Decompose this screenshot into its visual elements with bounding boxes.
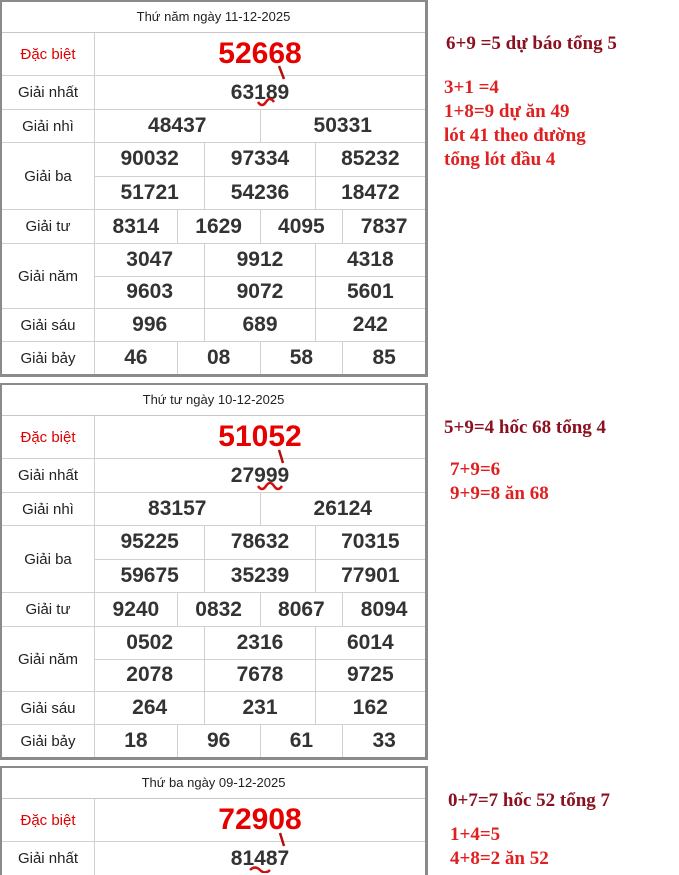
prediction-note <box>450 458 549 506</box>
prize-label: Giải bảy <box>2 342 95 374</box>
prize-label: Giải nhì <box>2 110 95 142</box>
prize-number: 97334 <box>204 143 314 176</box>
prediction-note <box>448 789 610 813</box>
prize-label: Giải bảy <box>2 725 95 757</box>
prize-number: 8094 <box>342 593 425 626</box>
prize-number: 996 <box>132 313 168 336</box>
prize-number: 0832 <box>177 593 260 626</box>
prize-number: 59675 <box>120 563 179 587</box>
prize-number: 2316 <box>204 627 314 659</box>
prize-number: 85 <box>342 342 425 374</box>
prize-number: 242 <box>315 309 425 341</box>
prediction-note <box>446 32 617 56</box>
prize-number: 7678 <box>204 660 314 692</box>
note-line: 6+9 =5 dự báo tổng 5 <box>446 33 617 54</box>
prize-label: Giải ba <box>2 526 95 592</box>
prize-number: 18 <box>124 729 148 752</box>
result-table <box>0 766 428 875</box>
prize-number: 4318 <box>315 244 425 276</box>
prize-label: Giải năm <box>2 244 95 308</box>
prize-label: Đặc biệt <box>2 416 95 458</box>
prize-number: 5601 <box>315 277 425 309</box>
prize-number: 27999 <box>230 463 290 487</box>
prediction-note <box>450 823 549 871</box>
prize-row <box>2 692 425 725</box>
prize-number: 18472 <box>315 177 425 210</box>
prize-number: 95225 <box>120 530 179 554</box>
prize-number: 1629 <box>177 210 260 243</box>
prize-row <box>2 342 425 374</box>
note-line: 9+9=8 ăn 68 <box>450 483 549 504</box>
prize-row <box>2 143 425 210</box>
result-table <box>0 383 428 760</box>
prize-label: Đặc biệt <box>2 33 95 75</box>
prediction-note <box>444 76 586 172</box>
prize-number: 9603 <box>126 280 174 304</box>
draw-date-header: Thứ ba ngày 09-12-2025 <box>2 768 425 799</box>
prize-row <box>2 76 425 110</box>
prize-row <box>2 459 425 493</box>
prize-number: 3047 <box>126 247 174 271</box>
draw-date-header: Thứ năm ngày 11-12-2025 <box>2 2 425 33</box>
prize-number: 50331 <box>260 110 426 142</box>
prize-number: 689 <box>204 309 314 341</box>
prize-number: 162 <box>315 692 425 724</box>
prize-label: Giải ba <box>2 143 95 209</box>
prize-label: Giải nhì <box>2 493 95 525</box>
prize-row <box>2 842 425 875</box>
special-prize-number: 52668 <box>218 37 302 70</box>
prize-number: 9725 <box>315 660 425 692</box>
prize-number: 264 <box>132 696 168 719</box>
prize-number: 33 <box>342 725 425 757</box>
prize-row <box>2 526 425 593</box>
prize-row <box>2 244 425 309</box>
result-table <box>0 0 428 377</box>
special-prize-number: 72908 <box>218 803 302 836</box>
special-prize-number: 51052 <box>218 420 302 453</box>
prize-number: 90032 <box>120 147 179 171</box>
prize-label: Giải nhất <box>2 76 95 109</box>
prize-number: 2078 <box>126 663 174 687</box>
prize-label: Giải sáu <box>2 309 95 341</box>
prize-label: Giải tư <box>2 210 95 243</box>
draw-date-header: Thứ tư ngày 10-12-2025 <box>2 385 425 416</box>
prediction-note <box>444 416 606 440</box>
note-line: 1+8=9 dự ăn 49 <box>444 101 570 122</box>
prize-number: 51721 <box>120 180 179 204</box>
prize-label: Đặc biệt <box>2 799 95 841</box>
prize-label: Giải sáu <box>2 692 95 724</box>
note-line: 7+9=6 <box>450 459 501 480</box>
prize-number: 70315 <box>315 526 425 559</box>
prize-row <box>2 416 425 459</box>
prize-number: 81487 <box>230 846 290 870</box>
prize-label: Giải tư <box>2 593 95 626</box>
note-line: tổng lót đầu 4 <box>444 149 556 170</box>
prize-number: 35239 <box>204 560 314 593</box>
prize-number: 48437 <box>148 114 207 137</box>
prize-number: 231 <box>204 692 314 724</box>
prize-row <box>2 309 425 342</box>
prize-label: Giải năm <box>2 627 95 691</box>
prize-row <box>2 493 425 526</box>
prize-row <box>2 593 425 627</box>
prize-label: Giải nhất <box>2 459 95 492</box>
prize-row <box>2 725 425 757</box>
prize-number: 26124 <box>260 493 426 525</box>
prize-number: 77901 <box>315 560 425 593</box>
prize-row <box>2 799 425 842</box>
prize-number: 96 <box>177 725 260 757</box>
prize-number: 54236 <box>204 177 314 210</box>
prize-row <box>2 110 425 143</box>
prize-number: 7837 <box>342 210 425 243</box>
prize-number: 8067 <box>260 593 343 626</box>
prize-number: 46 <box>124 346 148 369</box>
note-line: 0+7=7 hốc 52 tổng 7 <box>448 790 611 811</box>
prize-number: 0502 <box>126 630 174 654</box>
note-line: lót 41 theo đường <box>444 125 586 146</box>
prize-label: Giải nhất <box>2 842 95 875</box>
note-line: 3+1 =4 <box>444 77 499 98</box>
prize-row <box>2 33 425 76</box>
prize-number: 08 <box>177 342 260 374</box>
prize-number: 78632 <box>204 526 314 559</box>
prize-number: 61 <box>260 725 343 757</box>
prize-number: 85232 <box>315 143 425 176</box>
prize-number: 4095 <box>260 210 343 243</box>
prize-number: 9912 <box>204 244 314 276</box>
prize-number: 83157 <box>148 497 207 520</box>
prize-number: 63189 <box>230 80 290 104</box>
prize-row <box>2 627 425 692</box>
note-line: 5+9=4 hốc 68 tổng 4 <box>444 417 607 438</box>
prize-number: 9072 <box>204 277 314 309</box>
note-line: 4+8=2 ăn 52 <box>450 848 549 869</box>
prize-number: 8314 <box>112 214 160 238</box>
note-line: 1+4=5 <box>450 824 501 845</box>
prize-row <box>2 210 425 244</box>
prize-number: 9240 <box>112 597 160 621</box>
prize-number: 58 <box>260 342 343 374</box>
prize-number: 6014 <box>315 627 425 659</box>
